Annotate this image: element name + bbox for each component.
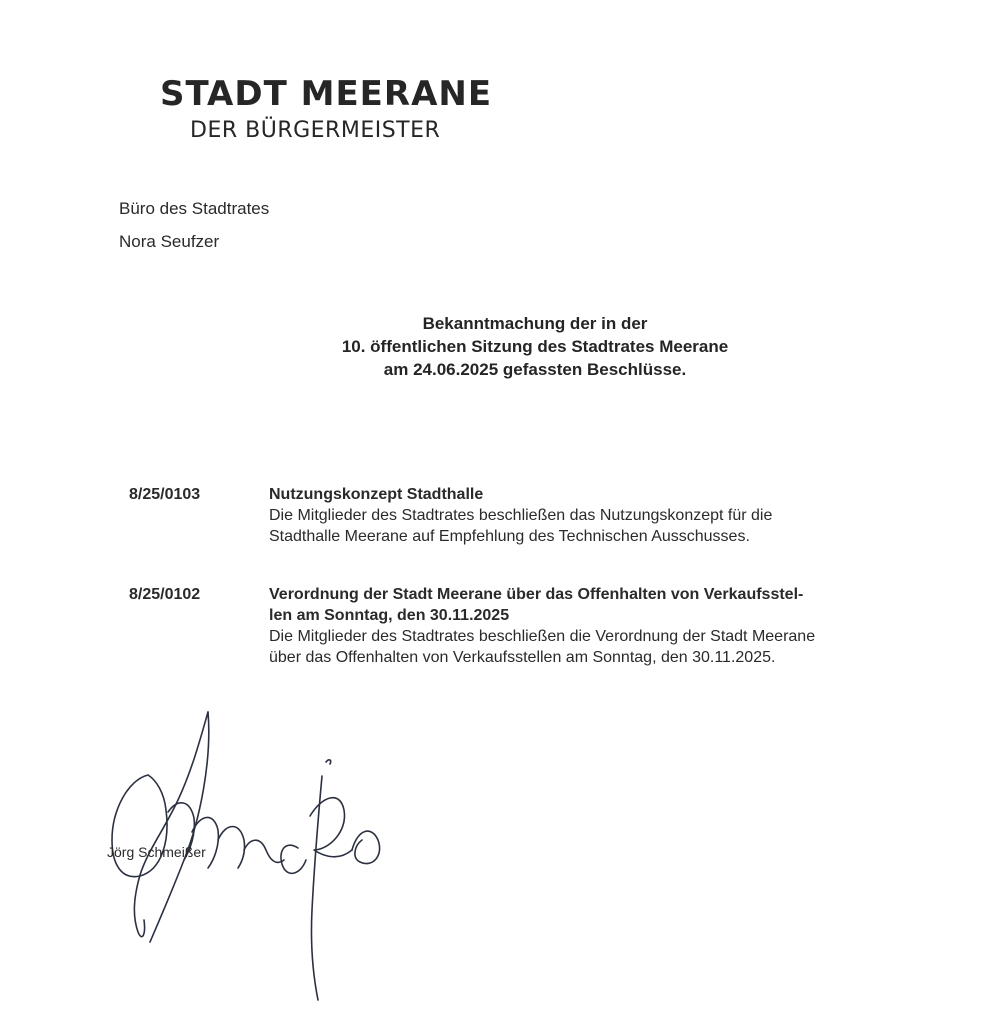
resolution-text [269, 626, 899, 668]
resolution-text [269, 505, 899, 547]
resolution-text-line: Die Mitglieder des Stadtrates beschließen das Nutzungskonzept für die [269, 507, 773, 524]
resolution-title-line: len am Sonntag, den 30.11.2025 [269, 607, 510, 624]
resolution-body [269, 584, 899, 668]
sender-department: Büro des Stadtrates [119, 199, 270, 218]
headline-line-1: Bekanntmachung der in der [422, 314, 648, 333]
resolution-title-line: Verordnung der Stadt Meerane über das Offenhalten von Verkaufsstel- [269, 586, 804, 603]
resolution-title [269, 484, 899, 505]
headline-line-2: 10. öffentlichen Sitzung des Stadtrates Meerane [341, 337, 729, 356]
resolution-number: 8/25/0102 [129, 586, 201, 603]
resolution-title [269, 584, 899, 626]
city-name: STADT MEERANE [160, 74, 493, 114]
office-title: DER BÜRGERMEISTER [190, 118, 441, 143]
resolution-text-line: Stadthalle Meerane auf Empfehlung des Technischen Ausschusses. [269, 528, 750, 545]
letterhead [160, 74, 580, 143]
announcement-headline [250, 312, 820, 381]
signer-name: Jörg Schmeißer [107, 844, 206, 860]
sender-block [119, 192, 269, 258]
resolution-number: 8/25/0103 [129, 486, 201, 503]
resolution-text-line: Die Mitglieder des Stadtrates beschließen die Verordnung der Stadt Meerane [269, 628, 816, 645]
resolution-text-line: über das Offenhalten von Verkaufsstellen am Sonntag, den 30.11.2025. [269, 649, 776, 666]
resolution-body [269, 484, 899, 547]
resolution-title-line: Nutzungskonzept Stadthalle [269, 486, 484, 503]
sender-name: Nora Seufzer [119, 232, 220, 251]
signature-block [100, 700, 400, 1010]
headline-line-3: am 24.06.2025 gefassten Beschlüsse. [383, 360, 687, 379]
